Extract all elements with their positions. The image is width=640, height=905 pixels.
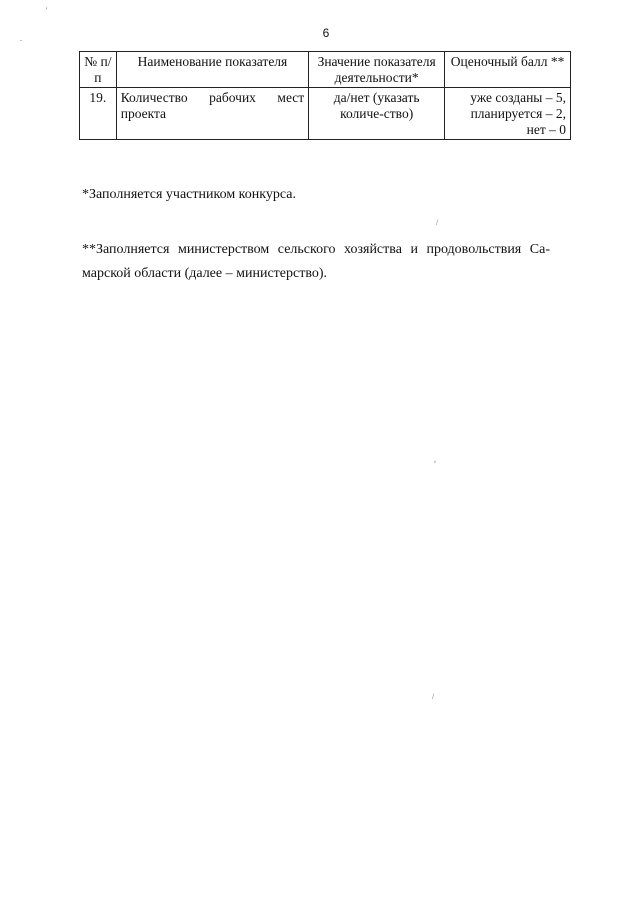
indicator-table xyxy=(79,51,571,140)
header-value: Значение показателя деятельности* xyxy=(309,52,445,88)
table-row xyxy=(80,88,571,140)
scan-mark: / xyxy=(436,218,439,227)
footnote-participant: *Заполняется участником конкурса. xyxy=(82,187,296,202)
row-value: да/нет (указать количе-ство) xyxy=(309,88,445,140)
footnote-ministry: **Заполняется министерством сельского хозяйства и продовольствия Са-марской области (далее – министерство). xyxy=(82,242,550,281)
scan-mark: ' xyxy=(46,6,48,15)
header-name: Наименование показателя xyxy=(116,52,308,88)
header-num: № п/п xyxy=(80,52,117,88)
row-name: Количество рабочих мест проекта xyxy=(116,88,308,140)
scan-mark: / xyxy=(432,692,435,701)
page-number: 6 xyxy=(322,26,330,40)
table-header-row xyxy=(80,52,571,88)
row-score: уже созданы – 5, планируется – 2, нет – 0 xyxy=(445,88,571,140)
scan-mark: . xyxy=(20,34,22,43)
header-score: Оценочный балл ** xyxy=(445,52,571,88)
row-num: 19. xyxy=(80,88,117,140)
scan-mark: , xyxy=(434,455,436,464)
